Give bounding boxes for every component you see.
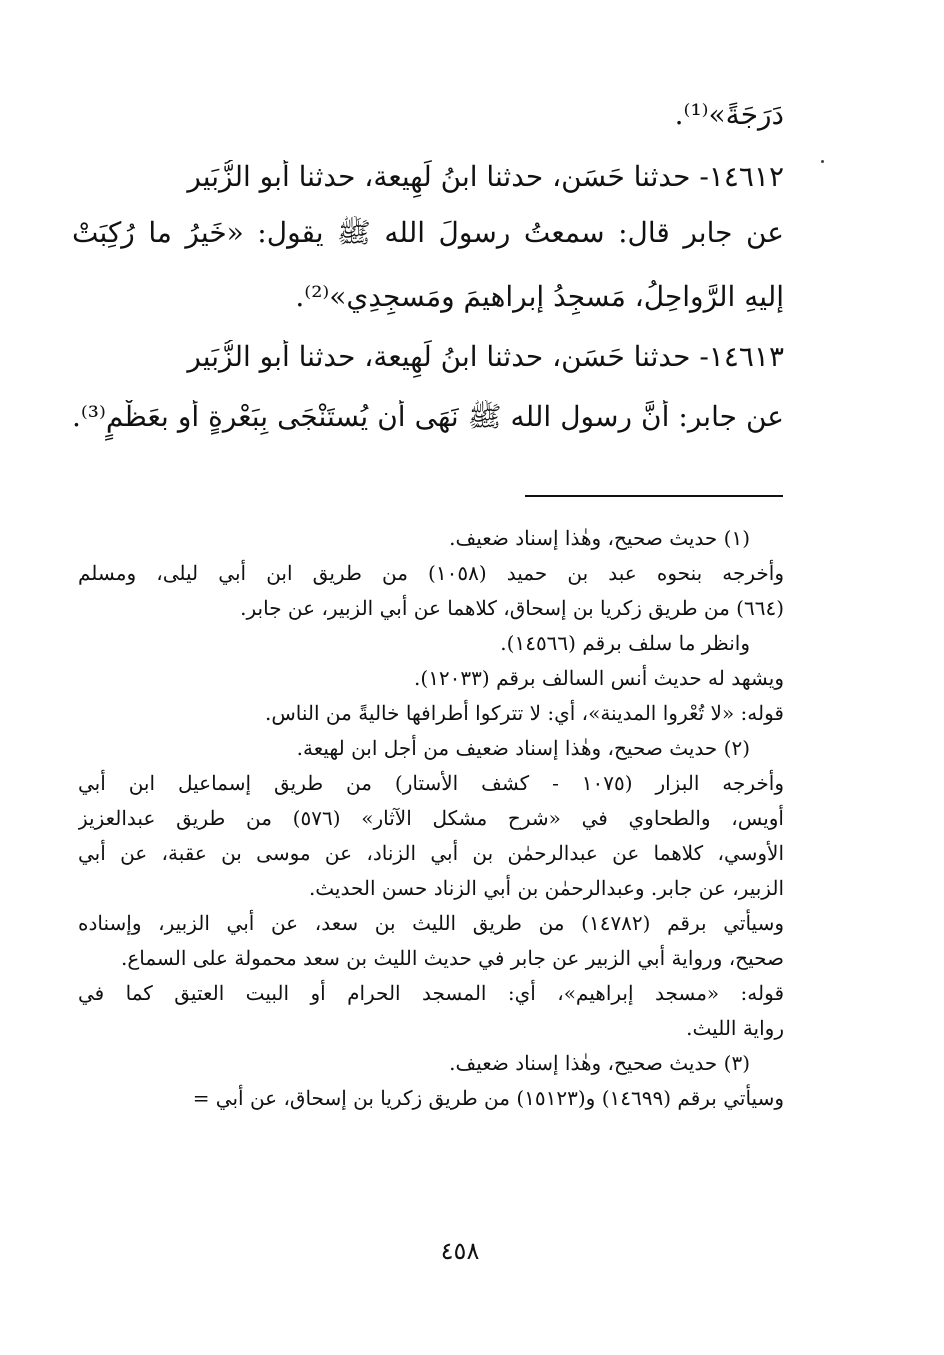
footnote-line: الزبير، عن جابر. وعبدالرحمٰن بن أبي الزناد حسن الحديث. bbox=[308, 876, 784, 900]
hadith-line: ١٤٦١٣- حدثنا حَسَن، حدثنا ابنُ لَهِيعة، حدثنا أبو الزُّبَير bbox=[187, 340, 784, 373]
hadith-line: ١٤٦١٢- حدثنا حَسَن، حدثنا ابنُ لَهِيعة، حدثنا أبو الزُّبَير bbox=[187, 160, 784, 193]
footnote-line: (٣) حديث صحيح، وهٰذا إسناد ضعيف. bbox=[449, 1051, 750, 1075]
footnote-line: وسيأتي برقم (١٤٧٨٢) من طريق الليث بن سعد، عن أبي الزبير، وإسناده bbox=[78, 911, 784, 935]
scan-speck bbox=[821, 160, 824, 163]
footnote-line: الأوسي، كلاهما عن عبدالرحمٰن بن أبي الزناد، عن موسى بن عقبة، عن أبي bbox=[78, 841, 784, 865]
footnote-line: رواية الليث. bbox=[686, 1016, 784, 1040]
footnotes bbox=[78, 521, 784, 1116]
footnote-line: وأخرجه بنحوه عبد بن حميد (١٠٥٨) من طريق ابن أبي ليلى، ومسلم bbox=[78, 561, 784, 585]
footnote-line: (١) حديث صحيح، وهٰذا إسناد ضعيف. bbox=[449, 526, 750, 550]
footnote-line: ويشهد له حديث أنس السالف برقم (١٢٠٣٣). bbox=[414, 666, 784, 690]
footnote-line: (٢) حديث صحيح، وهٰذا إسناد ضعيف من أجل ابن لهيعة. bbox=[296, 736, 750, 760]
footnote-separator bbox=[525, 495, 783, 497]
page-number: ٤٥٨ bbox=[440, 1237, 480, 1265]
hadith-line: عن جابر قال: سمعتُ رسولَ الله ﷺ يقول: «خَيرُ ما رُكِبَتْ bbox=[72, 216, 784, 249]
hadith-line: عن جابر: أنَّ رسول الله ﷺ نَهَى أن يُستَنْجَى بِبَعْرةٍ أو بعَظْمٍ⁽³⁾. bbox=[72, 400, 784, 433]
footnote-line: قوله: «لا تُعْروا المدينة»، أي: لا تتركوا أطرافها خاليةً من الناس. bbox=[265, 701, 784, 725]
footnote-line: صحيح، ورواية أبي الزبير عن جابر في حديث الليث بن سعد محمولة على السماع. bbox=[120, 946, 784, 970]
hadith-line: دَرَجَةً»⁽¹⁾. bbox=[674, 98, 784, 131]
footnote-line: قوله: «مسجد إبراهيم»، أي: المسجد الحرام أو البيت العتيق كما في bbox=[78, 981, 784, 1005]
hadith-line: إليهِ الرَّواحِلُ، مَسجِدُ إبراهيمَ ومَسجِدِي»⁽²⁾. bbox=[295, 280, 784, 313]
footnote-line: أويس، والطحاوي في «شرح مشكل الآثار» (٥٧٦) من طريق عبدالعزيز bbox=[78, 806, 784, 830]
footnote-line: وانظر ما سلف برقم (١٤٥٦٦). bbox=[500, 631, 750, 655]
hadith-text bbox=[72, 98, 784, 462]
footnote-line: وسيأتي برقم (١٤٦٩٩) و(١٥١٢٣) من طريق زكريا بن إسحاق، عن أبي = bbox=[192, 1086, 784, 1110]
footnote-line: وأخرجه البزار (١٠٧٥ - كشف الأستار) من طريق إسماعيل ابن أبي bbox=[78, 771, 784, 795]
footnote-line: (٦٦٤) من طريق زكريا بن إسحاق، كلاهما عن أبي الزبير، عن جابر. bbox=[240, 596, 784, 620]
